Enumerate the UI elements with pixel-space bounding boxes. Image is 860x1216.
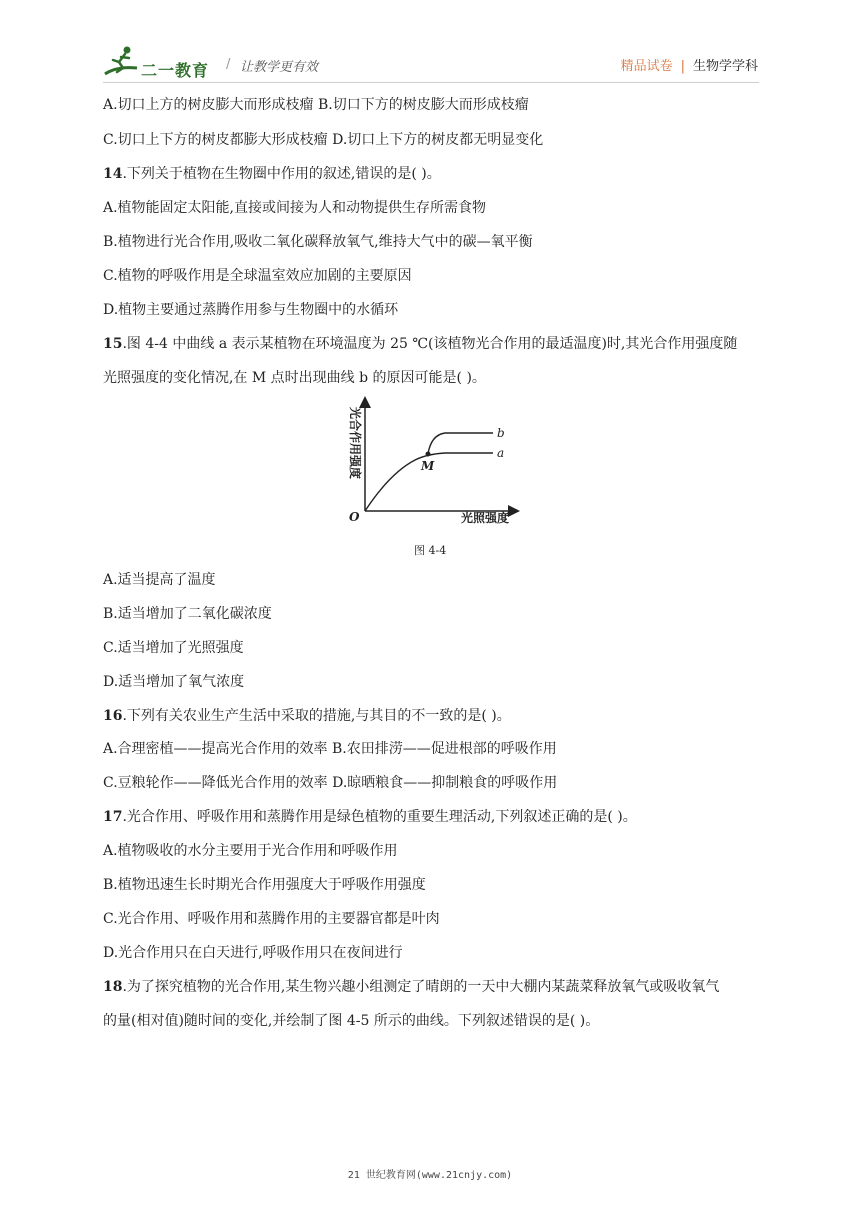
q15-stem-line1: [103, 334, 737, 354]
logo: [103, 44, 223, 84]
q13-options-ab: A.切口上方的树皮膨大而形成枝瘤 B.切口下方的树皮膨大而形成枝瘤: [103, 97, 529, 113]
curve-a-label: a: [497, 446, 505, 460]
q16-stem-text: .下列有关农业生产生活中采取的措施,与其目的不一致的是( )。: [122, 708, 511, 724]
q15-option-d: D.适当增加了氧气浓度: [103, 674, 245, 690]
q18-stem-text-1: .为了探究植物的光合作用,某生物兴趣小组测定了晴朗的一天中大棚内某蔬菜释放氧气或吸收氧气: [122, 979, 720, 995]
q15-stem-text-1: .图 4-4 中曲线 a 表示某植物在环境温度为 25 ℃(该植物光合作用的最适温度)时,其光合作用强度随: [122, 336, 738, 352]
slogan-divider: /: [226, 57, 231, 72]
figure-4-4: [335, 393, 525, 528]
subject-label: 生物学学科: [692, 59, 758, 74]
q16-stem: [103, 706, 511, 726]
q18-stem-line2: 的量(相对值)随时间的变化,并绘制了图 4-5 所示的曲线。下列叙述错误的是( )。: [103, 1013, 600, 1029]
header-right: [621, 55, 758, 74]
point-m: [426, 452, 431, 457]
q17-stem-text: .光合作用、呼吸作用和蒸腾作用是绿色植物的重要生理活动,下列叙述正确的是( )。: [122, 809, 637, 825]
logo-text: 二一教育: [141, 61, 210, 80]
origin-label: O: [349, 510, 360, 524]
q14-option-d: D.植物主要通过蒸腾作用参与生物圈中的水循环: [103, 302, 399, 318]
runner-logo-icon: [103, 44, 143, 80]
header-separator: |: [680, 59, 685, 74]
q15-option-a: A.适当提高了温度: [103, 572, 216, 588]
q18-number: 18: [103, 979, 123, 995]
q14-stem: [103, 164, 441, 184]
q14-stem-text: .下列关于植物在生物圈中作用的叙述,错误的是( )。: [122, 166, 441, 182]
q14-option-c: C.植物的呼吸作用是全球温室效应加剧的主要原因: [103, 268, 412, 284]
page-footer: 21 世纪教育网(www.21cnjy.com): [347, 1170, 513, 1181]
y-axis-label: 光合作用强度: [348, 407, 362, 480]
q15-stem-line2: 光照强度的变化情况,在 M 点时出现曲线 b 的原因可能是( )。: [103, 370, 486, 386]
q18-stem-line1: [103, 977, 719, 997]
q17-stem: [103, 807, 637, 827]
q17-number: 17: [103, 809, 123, 825]
curve-b-label: b: [497, 426, 505, 440]
q14-number: 14: [103, 166, 123, 182]
q16-options-cd: C.豆粮轮作——降低光合作用的效率 D.晾晒粮食——抑制粮食的呼吸作用: [103, 775, 558, 791]
q14-option-b: B.植物进行光合作用,吸收二氧化碳释放氧气,维持大气中的碳—氧平衡: [103, 234, 533, 250]
header-divider: [103, 82, 759, 83]
slogan: 让教学更有效: [240, 60, 319, 75]
curve-b: [428, 433, 493, 454]
q17-option-d: D.光合作用只在白天进行,呼吸作用只在夜间进行: [103, 945, 403, 961]
paper-tag: 精品试卷: [620, 59, 673, 74]
q17-option-a: A.植物吸收的水分主要用于光合作用和呼吸作用: [103, 843, 398, 859]
x-axis-label: 光照强度: [461, 511, 510, 525]
q17-option-b: B.植物迅速生长时期光合作用强度大于呼吸作用强度: [103, 877, 426, 893]
q15-number: 15: [103, 336, 123, 352]
q16-number: 16: [103, 708, 123, 724]
q13-options-cd: C.切口上下方的树皮都膨大形成枝瘤 D.切口上下方的树皮都无明显变化: [103, 132, 544, 148]
page-header: [0, 0, 860, 90]
q15-option-b: B.适当增加了二氧化碳浓度: [103, 606, 272, 622]
q15-option-c: C.适当增加了光照强度: [103, 640, 244, 656]
q14-option-a: A.植物能固定太阳能,直接或间接为人和动物提供生存所需食物: [103, 200, 487, 216]
figure-caption: 图 4-4: [414, 544, 447, 557]
point-m-label: M: [421, 459, 435, 473]
q16-options-ab: A.合理密植——提高光合作用的效率 B.农田排涝——促进根部的呼吸作用: [103, 741, 557, 757]
q17-option-c: C.光合作用、呼吸作用和蒸腾作用的主要器官都是叶肉: [103, 911, 440, 927]
